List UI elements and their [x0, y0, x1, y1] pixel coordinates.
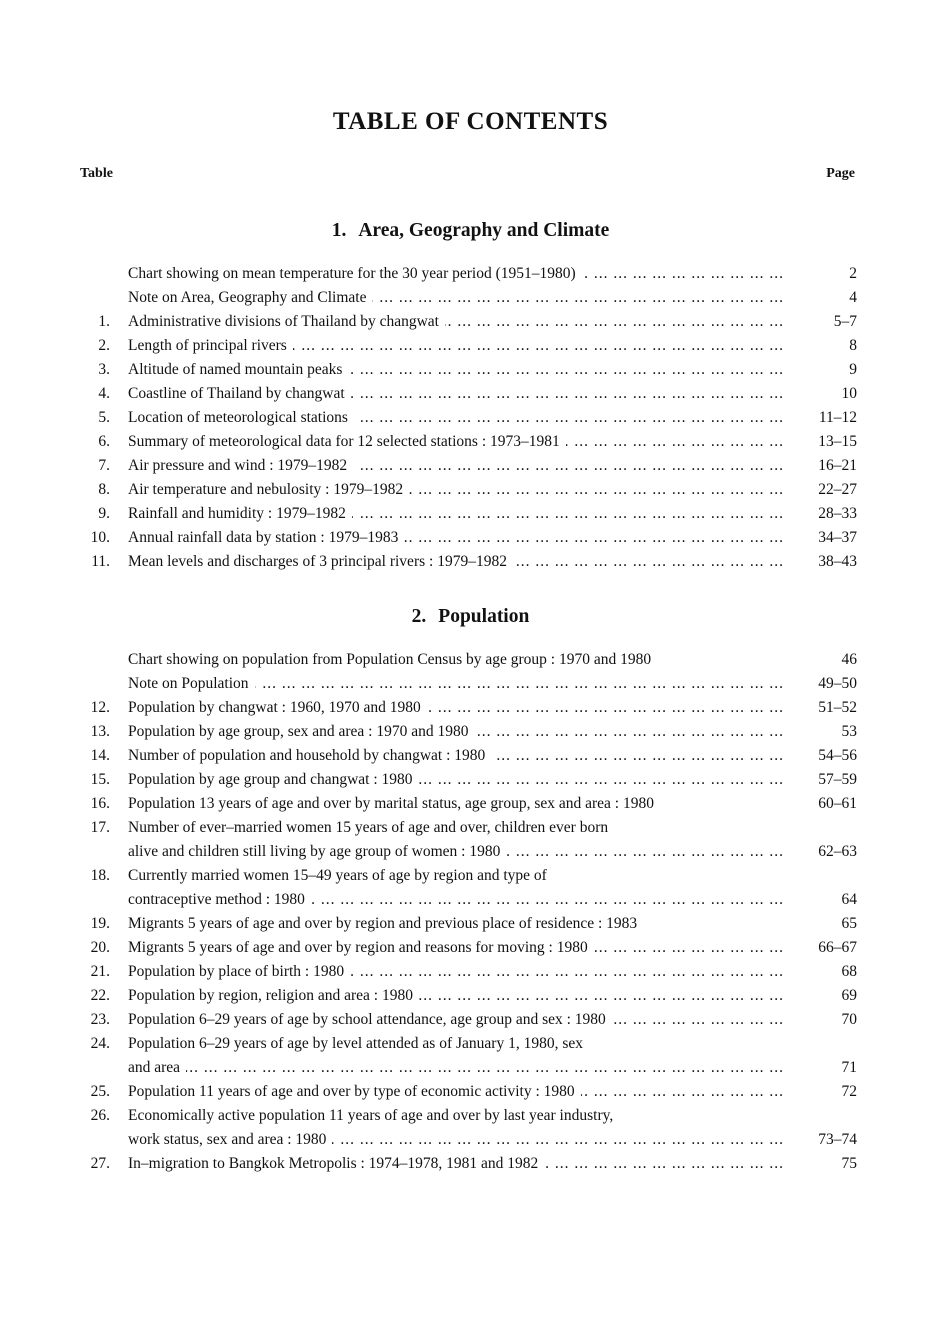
toc-entry-title	[128, 864, 784, 888]
section-entries-population	[0, 648, 941, 1176]
toc-entry-title	[128, 550, 784, 574]
table-number: 23.	[90, 1011, 110, 1028]
toc-row	[0, 334, 941, 358]
toc-entry-text: Currently married women 15–49 years of age by region and type of	[128, 867, 553, 884]
page-number: 16–21	[818, 457, 857, 474]
toc-row	[0, 1080, 941, 1104]
toc-entry-text: Population by place of birth : 1980	[128, 963, 350, 980]
toc-entry-text: Population by region, religion and area : 1980	[128, 987, 419, 1004]
section-entries-area-geography	[0, 262, 941, 574]
toc-entry-title	[128, 840, 784, 864]
toc-entry-text: Chart showing on population from Population Census by age group : 1970 and 1980	[128, 651, 657, 668]
toc-entry-text: Economically active population 11 years of age and over by last year industry,	[128, 1107, 619, 1124]
page-number: 28–33	[818, 505, 857, 522]
toc-row	[0, 1104, 941, 1128]
toc-row	[0, 840, 941, 864]
table-number: 20.	[90, 939, 110, 956]
table-number: 12.	[90, 699, 110, 716]
toc-entry-text: Air pressure and wind : 1979–1982	[128, 457, 353, 474]
toc-row	[0, 526, 941, 550]
toc-row	[0, 478, 941, 502]
page-number: 64	[841, 891, 857, 908]
page-number: 60–61	[818, 795, 857, 812]
toc-row	[0, 960, 941, 984]
toc-row	[0, 984, 941, 1008]
section-title: Population	[438, 606, 530, 627]
toc-row	[0, 1032, 941, 1056]
toc-entry-text: Population by age group, sex and area : 1970 and 1980	[128, 723, 475, 740]
toc-entry-title	[128, 672, 784, 696]
table-number: 7.	[98, 457, 110, 474]
table-number: 10.	[90, 529, 110, 546]
table-number: 6.	[98, 433, 110, 450]
toc-row	[0, 262, 941, 286]
table-number: 25.	[90, 1083, 110, 1100]
toc-entry-title	[128, 334, 784, 358]
toc-entry-text: Population 13 years of age and over by marital status, age group, sex and area : 1980	[128, 795, 660, 812]
toc-entry-text: Altitude of named mountain peaks	[128, 361, 348, 378]
toc-row	[0, 286, 941, 310]
toc-entry-text: Note on Area, Geography and Climate	[128, 289, 372, 306]
toc-entry-title	[128, 502, 784, 526]
toc-entry-title	[128, 1128, 784, 1152]
toc-entry-title	[128, 286, 784, 310]
toc-row	[0, 454, 941, 478]
page-number: 57–59	[818, 771, 857, 788]
table-number: 4.	[98, 385, 110, 402]
toc-row	[0, 382, 941, 406]
page-number: 73–74	[818, 1131, 857, 1148]
toc-row	[0, 648, 941, 672]
toc-entry-text: Population 11 years of age and over by type of economic activity : 1980	[128, 1083, 581, 1100]
toc-row	[0, 888, 941, 912]
page-number: 34–37	[818, 529, 857, 546]
toc-entry-text: Number of population and household by changwat : 1980	[128, 747, 491, 764]
toc-entry-title	[128, 358, 784, 382]
toc-row	[0, 1008, 941, 1032]
toc-entry-title	[128, 696, 784, 720]
toc-row	[0, 696, 941, 720]
toc-entry-title	[128, 720, 784, 744]
table-number: 22.	[90, 987, 110, 1004]
toc-entry-text: Population 6–29 years of age by school attendance, age group and sex : 1980	[128, 1011, 612, 1028]
page-title: TABLE OF CONTENTS	[332, 108, 609, 135]
toc-row	[0, 720, 941, 744]
page-number: 8	[849, 337, 857, 354]
page-number: 51–52	[818, 699, 857, 716]
toc-entry-title	[128, 310, 784, 334]
page-number: 22–27	[818, 481, 857, 498]
section-heading-area-geography	[0, 220, 941, 242]
page-number: 66–67	[818, 939, 857, 956]
page-number: 62–63	[818, 843, 857, 860]
toc-entry-title	[128, 744, 784, 768]
toc-entry-text: Annual rainfall data by station : 1979–1983	[128, 529, 404, 546]
page-number: 54–56	[818, 747, 857, 764]
section-heading-population	[0, 606, 941, 628]
toc-row	[0, 672, 941, 696]
toc-entry-title	[128, 454, 784, 478]
page-number: 68	[841, 963, 857, 980]
toc-row	[0, 744, 941, 768]
toc-row	[0, 816, 941, 840]
table-number: 24.	[90, 1035, 110, 1052]
toc-entry-title	[128, 1008, 784, 1032]
toc-entry-title	[128, 792, 784, 816]
toc-entry-text: Population by changwat : 1960, 1970 and 1980	[128, 699, 427, 716]
toc-row	[0, 310, 941, 334]
page-number: 10	[841, 385, 857, 402]
toc-entry-title	[128, 430, 784, 454]
toc-entry-text: Length of principal rivers	[128, 337, 293, 354]
toc-entry-text: work status, sex and area : 1980	[128, 1131, 332, 1148]
toc-entry-text: Population by age group and changwat : 1980	[128, 771, 419, 788]
toc-row	[0, 406, 941, 430]
table-number: 9.	[98, 505, 110, 522]
toc-row	[0, 1056, 941, 1080]
toc-row	[0, 1152, 941, 1176]
page-number: 4	[849, 289, 857, 306]
toc-row	[0, 912, 941, 936]
toc-entry-title	[128, 816, 784, 840]
table-number: 17.	[90, 819, 110, 836]
toc-entry-title	[128, 406, 784, 430]
toc-entry-title	[128, 478, 784, 502]
toc-entry-text: Rainfall and humidity : 1979–1982	[128, 505, 352, 522]
toc-entry-text: Migrants 5 years of age and over by region and previous place of residence : 1983	[128, 915, 643, 932]
toc-row	[0, 502, 941, 526]
table-number: 14.	[90, 747, 110, 764]
page-number: 75	[841, 1155, 857, 1172]
toc-row	[0, 1128, 941, 1152]
toc-entry-title	[128, 382, 784, 406]
toc-entry-title	[128, 1152, 784, 1176]
toc-entry-text: alive and children still living by age group of women : 1980	[128, 843, 506, 860]
toc-entry-text: Note on Population	[128, 675, 255, 692]
page-number: 65	[841, 915, 857, 932]
page-number: 69	[841, 987, 857, 1004]
page-number: 13–15	[818, 433, 857, 450]
toc-entry-text: Coastline of Thailand by changwat	[128, 385, 351, 402]
toc-entry-text: Mean levels and discharges of 3 principal rivers : 1979–1982	[128, 553, 513, 570]
page-number: 72	[841, 1083, 857, 1100]
table-number: 13.	[90, 723, 110, 740]
table-number: 19.	[90, 915, 110, 932]
column-head-page: Page	[826, 166, 855, 181]
toc-entry-title	[128, 262, 784, 286]
page-number: 38–43	[818, 553, 857, 570]
column-head-table: Table	[80, 166, 113, 181]
toc-entry-title	[128, 768, 784, 792]
toc-entry-text: Population 6–29 years of age by level attended as of January 1, 1980, sex	[128, 1035, 589, 1052]
toc-entry-title	[128, 1032, 784, 1056]
toc-entry-text: Administrative divisions of Thailand by changwat	[128, 313, 445, 330]
table-number: 8.	[98, 481, 110, 498]
page-number: 49–50	[818, 675, 857, 692]
toc-entry-title	[128, 648, 784, 672]
toc-entry-text: Air temperature and nebulosity : 1979–1982	[128, 481, 409, 498]
toc-row	[0, 936, 941, 960]
section-title: Area, Geography and Climate	[358, 220, 610, 241]
toc-entry-title	[128, 984, 784, 1008]
toc-entry-title	[128, 1080, 784, 1104]
page-number: 71	[841, 1059, 857, 1076]
page-number: 2	[849, 265, 857, 282]
toc-entry-text: contraceptive method : 1980	[128, 891, 311, 908]
table-number: 21.	[90, 963, 110, 980]
table-number: 11.	[91, 553, 110, 570]
toc-entry-title	[128, 1104, 784, 1128]
table-number: 15.	[90, 771, 110, 788]
toc-entry-title	[128, 912, 784, 936]
page-number: 11–12	[818, 409, 857, 426]
table-number: 5.	[98, 409, 110, 426]
table-number: 16.	[90, 795, 110, 812]
table-number: 1.	[98, 313, 110, 330]
toc-entry-text: Chart showing on mean temperature for the 30 year period (1951–1980)	[128, 265, 582, 282]
toc-row	[0, 430, 941, 454]
toc-entry-text: In–migration to Bangkok Metropolis : 1974–1978, 1981 and 1982	[128, 1155, 544, 1172]
page-number: 70	[841, 1011, 857, 1028]
toc-entry-title	[128, 888, 784, 912]
toc-entry-text: Migrants 5 years of age and over by region and reasons for moving : 1980	[128, 939, 594, 956]
toc-row	[0, 768, 941, 792]
page-number: 9	[849, 361, 857, 378]
page-number: 5–7	[833, 313, 857, 330]
toc-row	[0, 792, 941, 816]
toc-entry-title	[128, 526, 784, 550]
toc-entry-title	[128, 960, 784, 984]
table-number: 2.	[98, 337, 110, 354]
page-number: 46	[841, 651, 857, 668]
toc-row	[0, 550, 941, 574]
toc-entry-text: Summary of meteorological data for 12 selected stations : 1973–1981	[128, 433, 566, 450]
table-number: 27.	[90, 1155, 110, 1172]
toc-row	[0, 864, 941, 888]
toc-entry-text: and area	[128, 1059, 186, 1076]
toc-entry-text: Location of meteorological stations	[128, 409, 354, 426]
section-number: 2.	[411, 606, 427, 627]
table-number: 3.	[98, 361, 110, 378]
section-number: 1.	[331, 220, 347, 241]
table-number: 18.	[90, 867, 110, 884]
table-number: 26.	[90, 1107, 110, 1124]
toc-row	[0, 358, 941, 382]
page-number: 53	[841, 723, 857, 740]
toc-entry-title	[128, 936, 784, 960]
toc-entry-title	[128, 1056, 784, 1080]
toc-entry-text: Number of ever–married women 15 years of age and over, children ever born	[128, 819, 614, 836]
